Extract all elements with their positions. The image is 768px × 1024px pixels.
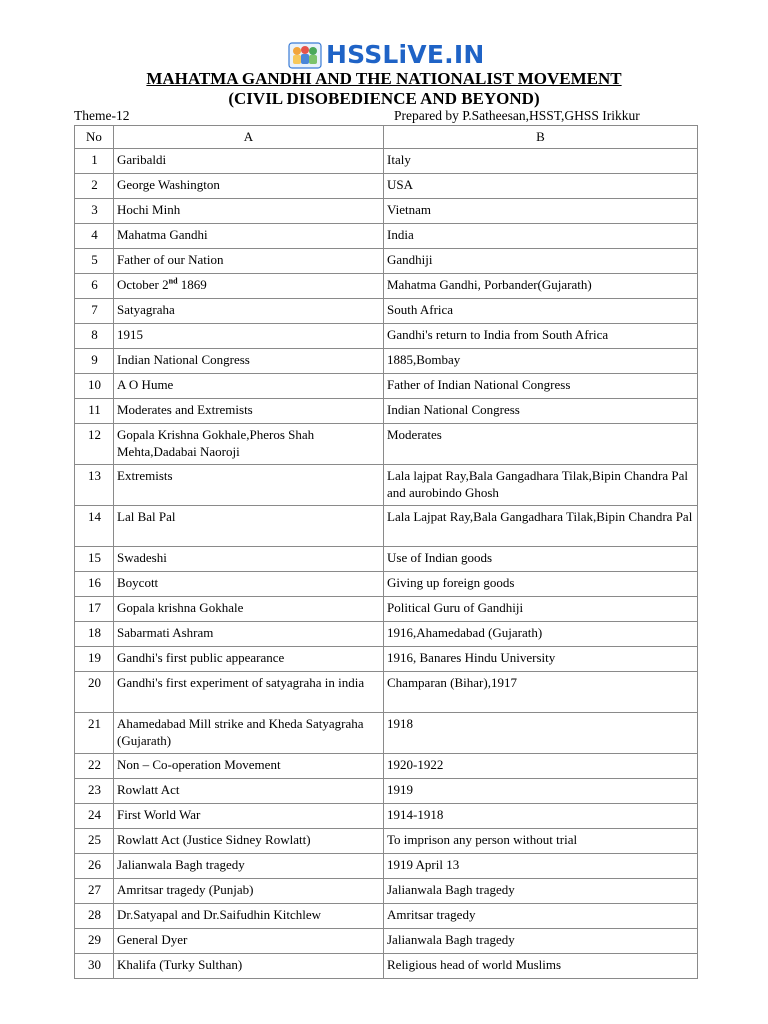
- cell-b: 1919: [384, 779, 698, 804]
- cell-b: 1919 April 13: [384, 854, 698, 879]
- cell-b: Political Guru of Gandhiji: [384, 597, 698, 622]
- cell-b: 1916, Banares Hindu University: [384, 647, 698, 672]
- cell-a: Ahamedabad Mill strike and Kheda Satyagraha (Gujarath): [114, 713, 384, 754]
- table-row: [75, 299, 698, 324]
- cell-a: Khalifa (Turky Sulthan): [114, 954, 384, 979]
- table-row: [75, 622, 698, 647]
- cell-b: Vietnam: [384, 199, 698, 224]
- cell-a: Indian National Congress: [114, 349, 384, 374]
- table-row: [75, 672, 698, 713]
- cell-b: Lala lajpat Ray,Bala Gangadhara Tilak,Bipin Chandra Pal and aurobindo Ghosh: [384, 465, 698, 506]
- table-row: [75, 424, 698, 465]
- table-row: [75, 904, 698, 929]
- cell-b: Giving up foreign goods: [384, 572, 698, 597]
- table-row: [75, 954, 698, 979]
- cell-a: George Washington: [114, 174, 384, 199]
- table-row: [75, 547, 698, 572]
- row-number: 9: [75, 349, 114, 374]
- table-row: [75, 374, 698, 399]
- page-title: MAHATMA GANDHI AND THE NATIONALIST MOVEMENT: [146, 69, 622, 88]
- cell-a: Father of our Nation: [114, 249, 384, 274]
- cell-a: Gopala Krishna Gokhale,Pheros Shah Mehta,Dadabai Naoroji: [114, 424, 384, 465]
- table-row: [75, 506, 698, 547]
- ordinal-suffix: nd: [168, 276, 178, 286]
- cell-a: Extremists: [114, 465, 384, 506]
- cell-b: Gandhiji: [384, 249, 698, 274]
- cell-b: Moderates: [384, 424, 698, 465]
- cell-a: Rowlatt Act (Justice Sidney Rowlatt): [114, 829, 384, 854]
- cell-a: Satyagraha: [114, 299, 384, 324]
- cell-b: Lala Lajpat Ray,Bala Gangadhara Tilak,Bipin Chandra Pal: [384, 506, 698, 547]
- cell-a: Jalianwala Bagh tragedy: [114, 854, 384, 879]
- cell-b: 1914-1918: [384, 804, 698, 829]
- table-row: [75, 249, 698, 274]
- cell-a: Sabarmati Ashram: [114, 622, 384, 647]
- row-number: 27: [75, 879, 114, 904]
- table-row: [75, 779, 698, 804]
- theme-label: Theme-12: [74, 108, 130, 123]
- cell-b: Amritsar tragedy: [384, 904, 698, 929]
- row-number: 15: [75, 547, 114, 572]
- row-number: 13: [75, 465, 114, 506]
- row-number: 5: [75, 249, 114, 274]
- cell-a: [114, 274, 384, 299]
- date-text: October 2: [117, 277, 169, 292]
- row-number: 8: [75, 324, 114, 349]
- page-subtitle: (CIVIL DISOBEDIENCE AND BEYOND): [228, 89, 540, 108]
- table-row: [75, 597, 698, 622]
- row-number: 17: [75, 597, 114, 622]
- cell-b: South Africa: [384, 299, 698, 324]
- cell-b: Mahatma Gandhi, Porbander(Gujarath): [384, 274, 698, 299]
- column-header-no: No: [75, 126, 114, 149]
- cell-a: First World War: [114, 804, 384, 829]
- cell-a: Garibaldi: [114, 149, 384, 174]
- cell-b: Jalianwala Bagh tragedy: [384, 929, 698, 954]
- row-number: 21: [75, 713, 114, 754]
- year-text: 1869: [177, 277, 207, 292]
- cell-a: Moderates and Extremists: [114, 399, 384, 424]
- table-header-row: [75, 126, 698, 149]
- cell-a: 1915: [114, 324, 384, 349]
- row-number: 29: [75, 929, 114, 954]
- table-row: [75, 929, 698, 954]
- site-logo: [288, 38, 484, 72]
- cell-b: 1885,Bombay: [384, 349, 698, 374]
- row-number: 30: [75, 954, 114, 979]
- table-row: [75, 224, 698, 249]
- cell-a: Non – Co-operation Movement: [114, 754, 384, 779]
- cell-a: Gopala krishna Gokhale: [114, 597, 384, 622]
- row-number: 20: [75, 672, 114, 713]
- row-number: 14: [75, 506, 114, 547]
- cell-b: Indian National Congress: [384, 399, 698, 424]
- cell-a: Swadeshi: [114, 547, 384, 572]
- cell-b: Father of Indian National Congress: [384, 374, 698, 399]
- table-row: [75, 349, 698, 374]
- row-number: 26: [75, 854, 114, 879]
- cell-a: General Dyer: [114, 929, 384, 954]
- author-credit: Prepared by P.Satheesan,HSST,GHSS Irikkur: [394, 108, 640, 123]
- table-row: [75, 804, 698, 829]
- row-number: 12: [75, 424, 114, 465]
- row-number: 3: [75, 199, 114, 224]
- table-row: [75, 572, 698, 597]
- kids-logo-icon: [288, 40, 322, 70]
- row-number: 10: [75, 374, 114, 399]
- cell-b: Religious head of world Muslims: [384, 954, 698, 979]
- table-row: [75, 854, 698, 879]
- cell-a: Gandhi's first public appearance: [114, 647, 384, 672]
- table-row: [75, 829, 698, 854]
- cell-b: Italy: [384, 149, 698, 174]
- row-number: 22: [75, 754, 114, 779]
- table-row: [75, 754, 698, 779]
- row-number: 23: [75, 779, 114, 804]
- row-number: 24: [75, 804, 114, 829]
- table-row: [75, 713, 698, 754]
- cell-b: 1918: [384, 713, 698, 754]
- cell-a: Boycott: [114, 572, 384, 597]
- cell-b: Champaran (Bihar),1917: [384, 672, 698, 713]
- cell-b: Gandhi's return to India from South Africa: [384, 324, 698, 349]
- table-row: [75, 399, 698, 424]
- row-number: 4: [75, 224, 114, 249]
- row-number: 11: [75, 399, 114, 424]
- column-header-b: B: [384, 126, 698, 149]
- cell-a: Hochi Minh: [114, 199, 384, 224]
- cell-a: Rowlatt Act: [114, 779, 384, 804]
- row-number: 25: [75, 829, 114, 854]
- row-number: 19: [75, 647, 114, 672]
- cell-b: Jalianwala Bagh tragedy: [384, 879, 698, 904]
- cell-b: 1916,Ahamedabad (Gujarath): [384, 622, 698, 647]
- cell-b: To imprison any person without trial: [384, 829, 698, 854]
- cell-a: Dr.Satyapal and Dr.Saifudhin Kitchlew: [114, 904, 384, 929]
- table-row: [75, 199, 698, 224]
- matching-table: [74, 125, 698, 979]
- row-number: 28: [75, 904, 114, 929]
- table-row: [75, 465, 698, 506]
- table-row: [75, 149, 698, 174]
- cell-a: Amritsar tragedy (Punjab): [114, 879, 384, 904]
- table-row: [75, 879, 698, 904]
- cell-a: Lal Bal Pal: [114, 506, 384, 547]
- table-row: [75, 174, 698, 199]
- row-number: 1: [75, 149, 114, 174]
- cell-a: A O Hume: [114, 374, 384, 399]
- row-number: 7: [75, 299, 114, 324]
- row-number: 6: [75, 274, 114, 299]
- row-number: 18: [75, 622, 114, 647]
- row-number: 16: [75, 572, 114, 597]
- row-number: 2: [75, 174, 114, 199]
- table-row: [75, 274, 698, 299]
- cell-b: India: [384, 224, 698, 249]
- column-header-a: A: [114, 126, 384, 149]
- cell-b: Use of Indian goods: [384, 547, 698, 572]
- table-row: [75, 647, 698, 672]
- cell-a: Mahatma Gandhi: [114, 224, 384, 249]
- cell-b: USA: [384, 174, 698, 199]
- table-row: [75, 324, 698, 349]
- cell-b: 1920-1922: [384, 754, 698, 779]
- logo-text: HSSLiVE.IN: [326, 40, 485, 69]
- cell-a: Gandhi's first experiment of satyagraha in india: [114, 672, 384, 713]
